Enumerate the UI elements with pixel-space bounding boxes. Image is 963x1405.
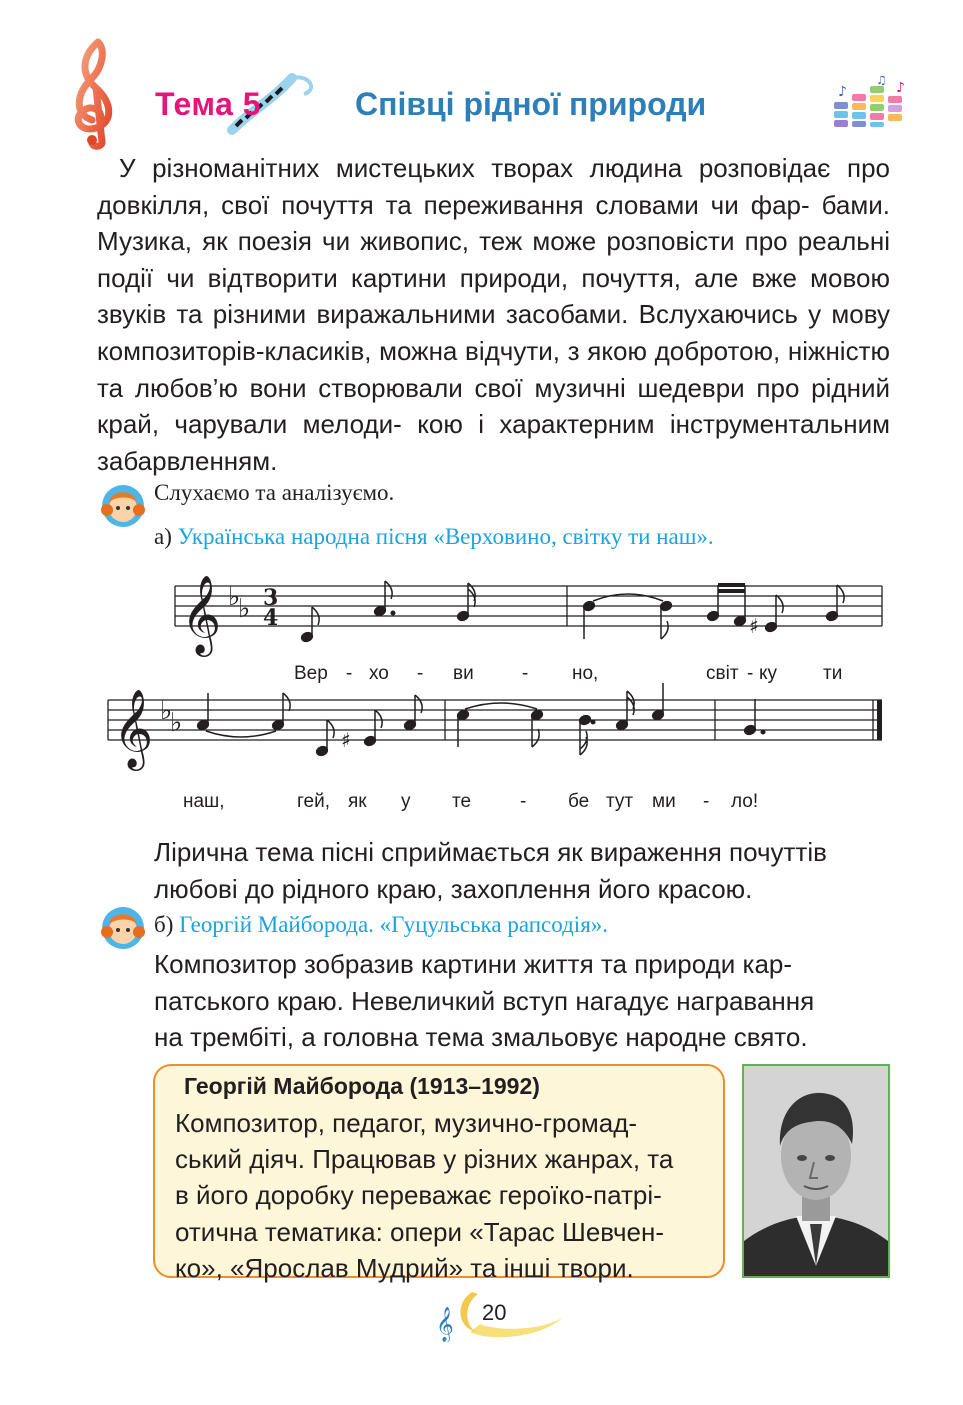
piece-b-title: Георгій Майборода. «Гуцульська рапсодія».: [179, 912, 609, 937]
lyric-syllable: як: [348, 791, 367, 812]
lyric-syllable: тут: [606, 791, 634, 812]
text-line: в його доробку переважає героїко-патрі-: [175, 1180, 662, 1211]
intro-line: свої музичні шедеври про рідний край, чарували мелоди-: [97, 372, 890, 440]
intro-paragraph: [97, 150, 890, 479]
time-signature-bottom: 4: [263, 605, 279, 631]
text-line: патського краю. Невеличкий вступ нагадує награвання: [154, 985, 815, 1016]
sharp-icon: ♯: [749, 614, 759, 638]
intro-line: про довкілля, свої почуття та переживання словами чи фар-: [97, 153, 890, 220]
lyric-syllable: ви: [453, 663, 474, 684]
piece-b-caption: [154, 912, 608, 938]
treble-clef-icon: 𝄞: [113, 689, 154, 768]
intro-line: але вже мовою звуків та різними виражальними засобами.: [97, 262, 890, 330]
svg-text:♪: ♪: [838, 84, 847, 100]
intro-line: У різноманітних мистецьких творах людина розповідає: [119, 153, 831, 183]
text-line: ський діяч. Працював у різних жанрах, та: [175, 1144, 674, 1175]
text-line: отична тематика: опери «Тарас Шевчен-: [175, 1216, 664, 1247]
svg-text:𝄞: 𝄞: [436, 1307, 454, 1342]
lyric-syllable: -: [747, 663, 754, 684]
lyric-syllable: ло!: [731, 791, 759, 812]
listen-heading: Слухаємо та аналізуємо.: [154, 480, 395, 505]
intro-line: Вслухаючись у мову композиторів-класиків, можна відчути,: [97, 299, 890, 366]
lyric-syllable: но,: [572, 663, 599, 684]
listening-child-icon: [97, 904, 145, 952]
lyric-syllable: -: [520, 791, 527, 812]
song-a-caption: [154, 524, 714, 550]
text-line: Лірична тема пісні сприймається як вираження почуттів: [154, 837, 827, 867]
bio-text: [175, 1105, 713, 1286]
treble-clef-icon: 𝄞: [181, 575, 222, 654]
intro-line: кою і характерним інструментальним забарвленням.: [97, 409, 890, 476]
intro-line: про реальні події чи відтворити картини природи, почуття,: [97, 226, 890, 293]
text-line: Композитор, педагог, музично-громад-: [175, 1108, 638, 1138]
lyric-syllable: гей,: [297, 791, 330, 812]
flat-icon: ♭: [228, 582, 241, 612]
time-signature-top: 3: [263, 585, 279, 611]
bio-name: Георгій Майборода (1913–1992): [184, 1073, 540, 1099]
lyric-syllable: ми: [652, 791, 676, 812]
flat-icon: ♭: [238, 594, 251, 624]
text-line: Композитор зобразив картини життя та природи кар-: [154, 949, 793, 979]
song-a-title: Українська народна пісня «Верховино, світку ти наш».: [177, 524, 714, 549]
sharp-icon: ♯: [341, 728, 351, 752]
listening-child-icon: [97, 482, 145, 530]
topic-label: Тема 5: [155, 86, 262, 122]
lyric-syllable: у: [401, 791, 411, 812]
svg-text:♪: ♪: [896, 80, 905, 96]
composer-description: [154, 946, 891, 1056]
music-score: [95, 565, 895, 835]
text-line: на трембіті, а головна тема змальовує народне свято.: [154, 1022, 808, 1053]
lyric-syllable: -: [417, 663, 424, 684]
item-b-prefix: б): [154, 912, 180, 937]
lyric-syllable: -: [346, 663, 353, 684]
svg-text:♫: ♫: [876, 76, 887, 87]
topic-title: Співці рідної природи: [355, 86, 707, 122]
lyric-description: [154, 834, 894, 907]
lyric-syllable: хо: [369, 663, 389, 684]
flat-icon: ♭: [170, 708, 183, 738]
portrait-illustration: [744, 1066, 888, 1276]
intro-line: з якою добротою, ніжністю та любов’ю вони створювали: [97, 335, 890, 403]
intro-line: бами. Музика, як поезія чи живопис, теж може розповісти: [97, 189, 890, 257]
lyric-syllable: бе: [568, 791, 590, 812]
lyric-syllable: світ: [706, 663, 739, 684]
item-a-prefix: а): [154, 524, 178, 549]
music-bars-icon: [832, 76, 914, 128]
treble-clef-decoration-icon: [62, 38, 132, 150]
lyric-syllable: Вер: [294, 663, 328, 684]
page-number: 20: [482, 1300, 507, 1325]
composer-portrait: [742, 1064, 890, 1278]
flat-icon: ♭: [160, 696, 173, 726]
lyric-syllable: -: [703, 791, 710, 812]
lyric-syllable: ку: [759, 663, 778, 684]
text-line: любові до рідного краю, захоплення його красою.: [154, 873, 753, 904]
text-line: ко», «Ярослав Мудрий» та інші твори.: [175, 1252, 634, 1283]
lyric-syllable: наш,: [183, 791, 225, 812]
lyric-syllable: те: [452, 791, 472, 812]
lyric-syllable: ти: [823, 663, 843, 684]
lyric-syllable: -: [522, 663, 529, 684]
